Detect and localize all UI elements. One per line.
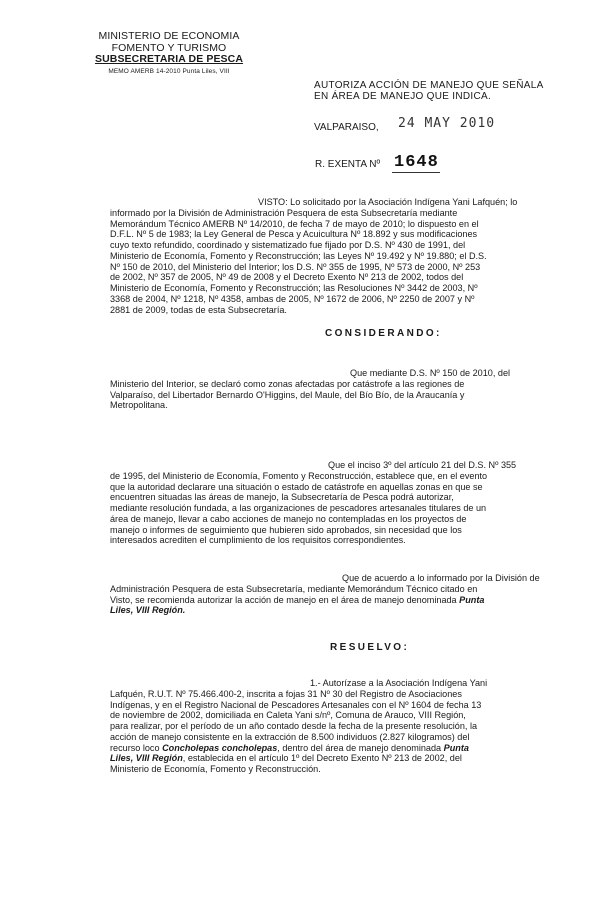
- considerando-line: que la autoridad declarare una situación o estado de catástrofe en aquellas zonas en que se: [110, 481, 483, 492]
- visto-line: informado por la División de Administración Pesquera de esta Subsecretaría mediante: [110, 207, 458, 218]
- resuelvo-line: 1.- Autorízase a la Asociación Indígena Yani: [310, 678, 488, 688]
- considerando-line: Administración Pesquera de esta Subsecretaría, mediante Memorándum Técnico citado en: [110, 583, 478, 594]
- resuelvo-line: de noviembre de 2002, domiciliada en Caleta Yani s/nº, Comuna de Arauco, VIII Región,: [110, 710, 466, 721]
- considerando-line: encuentren situadas las áreas de manejo, la Subsecretaría de Pesca podrá autorizar,: [110, 492, 454, 503]
- place-label: VALPARAISO,: [314, 122, 379, 133]
- resuelvo-line: Indígenas, y en el Registro Nacional de Pescadores Artesanales con el Nº 1604 de fecha 13: [110, 699, 482, 710]
- visto-line: 3368 de 2004, Nº 1218, Nº 4358, ambas de 2005, Nº 1672 de 2006, Nº 2250 de 2007 y Nº: [110, 293, 475, 304]
- resolution-number: 1648: [394, 153, 439, 172]
- resuelvo-line: Lafquén, R.U.T. Nº 75.466.400-2, inscrita a fojas 31 Nº 30 del Registro de Asociaciones: [110, 688, 462, 699]
- memo-reference: MEMO AMERB 14-2010 Punta Liles, VIII: [108, 67, 230, 75]
- area-name: Punta: [459, 594, 485, 605]
- considerando-line: Que de acuerdo a lo informado por la División de: [342, 573, 540, 583]
- resuelvo-line: [110, 743, 557, 754]
- visto-paragraph: [110, 197, 557, 315]
- resuelvo-line: Ministerio de Economía, Fomento y Reconstrucción.: [110, 764, 321, 774]
- species-name: Concholepas concholepas: [162, 742, 278, 753]
- resuelvo-text: , dentro del área de manejo denominada: [277, 742, 442, 753]
- visto-line: VISTO: Lo solicitado por la Asociación Indígena Yani Lafquén; lo: [258, 197, 518, 207]
- considerando-line: de 1995, del Ministerio de Economía, Fomento y Reconstrucción, establece que, en el evento: [110, 470, 488, 481]
- considerando-line: interesados acrediten el cumplimiento de los requisitos correspondientes.: [110, 535, 406, 546]
- visto-line: Memorándum Técnico AMERB Nº 14/2010, de fecha 7 de mayo de 2010; lo dispuesto en el: [110, 218, 479, 229]
- visto-line: Nº 150 de 2010, del Ministerio del Interior; los D.S. Nº 355 de 1995, Nº 573 de 2000, Nº 253: [110, 261, 481, 272]
- resolution-label: R. EXENTA Nº: [315, 159, 381, 170]
- subject-line1: AUTORIZA ACCIÓN DE MANEJO QUE SEÑALA: [314, 80, 544, 91]
- visto-line: D.F.L. Nº 5 de 1983; la Ley General de Pesca y Acuicultura Nº 18.892 y sus modificaciones: [110, 229, 478, 240]
- area-name: Punta: [443, 742, 469, 753]
- resuelvo-line: [110, 753, 557, 764]
- considerando-line: Que el inciso 3º del artículo 21 del D.S. Nº 355: [328, 460, 517, 470]
- considerando-line: mediante resolución fundada, a las organizaciones de pescadores artesanales titulares de un: [110, 503, 487, 513]
- visto-line: cuyo texto refundido, coordinado y sistematizado fue fijado por D.S. Nº 430 de 1991, del: [110, 240, 466, 250]
- ministry-name-line1: MINISTERIO DE ECONOMIA: [98, 30, 240, 42]
- letterhead: [84, 31, 254, 76]
- considerando-line: área de manejo, llevar a cabo acciones de manejo no contempladas en los proyectos de: [110, 513, 467, 524]
- area-name-cont: Liles, VIII Región: [110, 753, 183, 764]
- considerando-line: Metropolitana.: [110, 400, 168, 411]
- subject-line2: EN ÁREA DE MANEJO QUE INDICA.: [314, 91, 492, 102]
- considerando-line: Que mediante D.S. Nº 150 de 2010, del: [350, 368, 511, 378]
- resuelvo-line: para realizar, por el período de un año contado desde la fecha de la presente resolución, la: [110, 721, 478, 731]
- visto-line: Ministerio de Economía, Fomento y Reconstrucción; las Resoluciones Nº 3442 de 2003, Nº: [110, 283, 478, 293]
- resuelvo-line: acción de manejo consistente en la extracción de 8.500 individuos (2.827 kilogramos) del: [110, 731, 470, 742]
- subsecretaria-name: SUBSECRETARIA DE PESCA: [94, 53, 244, 65]
- date-stamp: 24 MAY 2010: [398, 116, 496, 131]
- visto-line: 2881 de 2009, todas de esta Subsecretaría.: [110, 304, 287, 315]
- resuelvo-paragraph: [110, 678, 557, 775]
- visto-line: de 2002, Nº 357 de 2005, Nº 49 de 2008 y el Decreto Exento Nº 213 de 2002, todos del: [110, 272, 464, 283]
- considerando-text: Visto, se recomienda autorizar la acción de manejo en el área de manejo denominada: [110, 594, 457, 605]
- considerando-paragraph: [110, 573, 557, 616]
- resuelvo-heading: RESUELVO:: [330, 642, 410, 653]
- ministry-name-line2: FOMENTO Y TURISMO: [111, 41, 227, 54]
- considerando-line: [110, 595, 557, 606]
- resuelvo-text: recurso loco: [110, 742, 160, 753]
- area-name-cont: Liles, VIII Región.: [110, 605, 186, 616]
- considerando-heading: CONSIDERANDO:: [325, 328, 442, 339]
- considerando-paragraph: [110, 368, 557, 411]
- considerando-paragraph: [110, 460, 557, 546]
- visto-line: Ministerio de Economía, Fomento y Reconstrucción; las Leyes Nº 19.492 y Nº 19.880; el D.S.: [110, 250, 487, 261]
- document-subject: [314, 80, 544, 102]
- considerando-line: manejo o informes de seguimiento que hubieren sido aprobados, sin necesidad que los: [110, 524, 462, 535]
- considerando-line: Ministerio del Interior, se declaró como zonas afectadas por catástrofe a las regiones de: [110, 378, 465, 389]
- considerando-line: Valparaíso, del Libertador Bernardo O'Higgins, del Maule, del Bío Bío, de la Araucanía y: [110, 389, 465, 400]
- resuelvo-text: , establecida en el artículo 1º del Decreto Exento Nº 213 de 2002, del: [182, 753, 462, 764]
- considerando-line: [110, 605, 557, 616]
- resolution-underline: [392, 172, 440, 173]
